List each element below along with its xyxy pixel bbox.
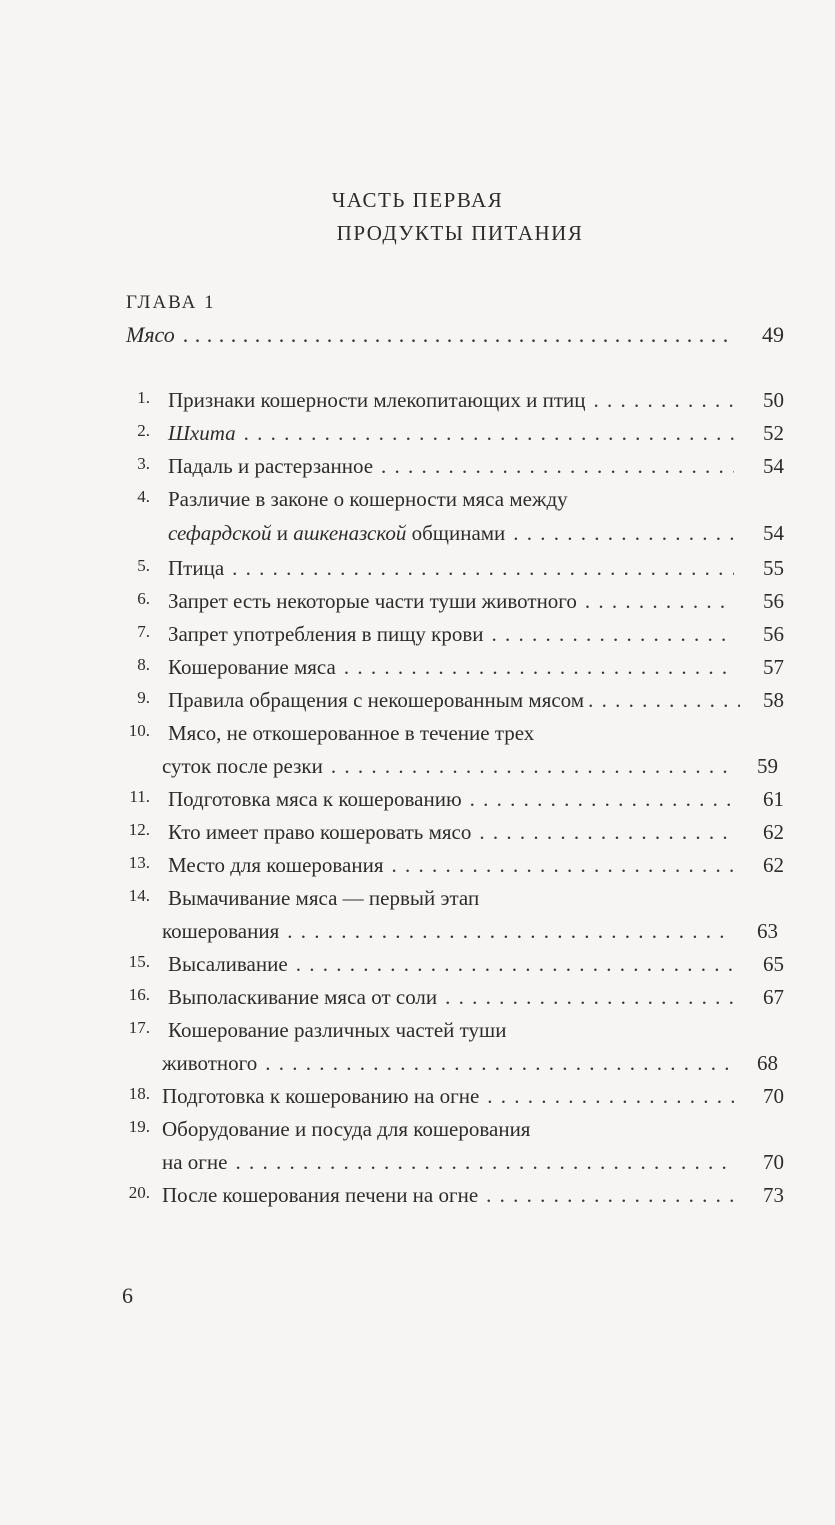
item-page: 56 — [763, 589, 784, 613]
item-number: 18. — [128, 1084, 150, 1103]
item-number: 1. — [137, 388, 150, 407]
item-number: 11. — [129, 787, 150, 806]
item-number: 5. — [137, 556, 150, 575]
item-number: 14. — [128, 886, 150, 905]
conjunction: и — [271, 521, 294, 545]
dot-leader — [296, 952, 734, 977]
item-title-line2: кошерования — [162, 919, 280, 943]
chapter-page: 49 — [762, 322, 784, 347]
item-page: 55 — [763, 556, 784, 580]
item-number: 3. — [137, 454, 150, 473]
item-page: 67 — [763, 985, 784, 1009]
dot-leader — [235, 1150, 734, 1175]
item-page: 50 — [763, 388, 784, 412]
item-number: 13. — [128, 853, 150, 872]
item-number: 4. — [137, 487, 150, 506]
dot-leader — [487, 1084, 734, 1109]
dot-leader — [381, 454, 734, 479]
item-title-line2: животного — [162, 1051, 258, 1075]
item-title: Запрет употребления в пищу крови — [168, 622, 484, 646]
item-page: 73 — [763, 1183, 784, 1207]
item-title: После кошерования печени на огне — [162, 1183, 479, 1207]
item-title: Место для кошерования — [168, 853, 384, 877]
item-title: Высаливание — [168, 952, 288, 976]
item-number: 10. — [128, 721, 150, 740]
item-title: Подготовка к кошерованию на огне — [162, 1084, 480, 1108]
item-title: Падаль и растерзанное — [168, 454, 374, 478]
item-page: 59 — [757, 754, 778, 778]
dot-leader — [492, 622, 734, 647]
item-number: 6. — [137, 589, 150, 608]
item-title-line1: Вымачивание мяса — первый этап — [168, 886, 480, 910]
dot-leader — [331, 754, 728, 779]
item-title: Шхита — [168, 421, 236, 445]
item-page: 70 — [763, 1084, 784, 1108]
item-title-line1: Мясо, не откошерованное в течение трех — [168, 721, 535, 745]
item-page: 58 — [763, 688, 784, 712]
dot-leader — [585, 589, 734, 614]
dot-leader — [287, 919, 728, 944]
item-number: 17. — [128, 1018, 150, 1037]
item-page: 52 — [763, 421, 784, 445]
item-number: 16. — [128, 985, 150, 1004]
item-number: 15. — [128, 952, 150, 971]
item-title: Подготовка мяса к кошерованию — [168, 787, 462, 811]
item-number: 12. — [128, 820, 150, 839]
item-page: 54 — [763, 454, 784, 478]
dot-leader — [244, 421, 734, 446]
chapter-title: Мясо — [126, 322, 175, 347]
item-number: 19. — [128, 1117, 150, 1136]
item-title: Кто имеет право кошеровать мясо — [168, 820, 472, 844]
page-number: 6 — [122, 1283, 133, 1308]
chapter-label: ГЛАВА 1 — [126, 292, 216, 313]
sephardic-term: сефардской — [168, 521, 272, 545]
item-page: 63 — [757, 919, 778, 943]
dot-leader — [392, 853, 734, 878]
item-title: Выполаскивание мяса от соли — [168, 985, 438, 1009]
chapter-entry[interactable] — [126, 322, 784, 348]
dot-leader — [479, 820, 734, 845]
item-number: 8. — [137, 655, 150, 674]
item-title: Запрет есть некоторые части туши животного — [168, 589, 577, 613]
item-title-line1: Кошерование различных частей туши — [168, 1018, 507, 1042]
part-title: ЧАСТЬ ПЕРВАЯ — [331, 188, 504, 212]
dot-leader — [588, 688, 740, 713]
dot-leader — [183, 322, 734, 348]
item-title-line2: на огне — [162, 1150, 228, 1174]
item-number: 20. — [128, 1183, 150, 1202]
community-word: общинами — [406, 521, 506, 545]
dot-leader — [594, 388, 734, 413]
item-number: 7. — [137, 622, 150, 641]
part-subtitle: ПРОДУКТЫ ПИТАНИЯ — [336, 221, 584, 245]
dot-leader — [445, 985, 734, 1010]
item-page: 54 — [763, 521, 784, 545]
dot-leader — [232, 556, 734, 581]
dot-leader — [265, 1051, 728, 1076]
dot-leader — [486, 1183, 734, 1208]
item-page: 57 — [763, 655, 784, 679]
item-page: 70 — [763, 1150, 784, 1174]
item-title: Птица — [168, 556, 225, 580]
item-number: 9. — [137, 688, 150, 707]
item-page: 62 — [763, 820, 784, 844]
item-page: 61 — [763, 787, 784, 811]
item-title-line1: Оборудование и посуда для кошерования — [162, 1117, 531, 1141]
dot-leader — [344, 655, 734, 680]
item-title-line2: суток после резки — [162, 754, 323, 778]
item-page: 68 — [757, 1051, 778, 1075]
dot-leader — [470, 787, 734, 812]
item-title: Признаки кошерности млекопитающих и птиц — [168, 388, 586, 412]
item-title-line1: Различие в законе о кошерности мяса между — [168, 487, 568, 511]
dot-leader — [513, 521, 734, 546]
item-page: 56 — [763, 622, 784, 646]
item-number: 2. — [137, 421, 150, 440]
item-title-line2 — [168, 521, 505, 546]
item-page: 62 — [763, 853, 784, 877]
item-title: Кошерование мяса — [168, 655, 336, 679]
item-title: Правила обращения с некошерованным мясом — [168, 688, 585, 712]
item-page: 65 — [763, 952, 784, 976]
ashkenazic-term: ашкеназской — [293, 521, 407, 545]
